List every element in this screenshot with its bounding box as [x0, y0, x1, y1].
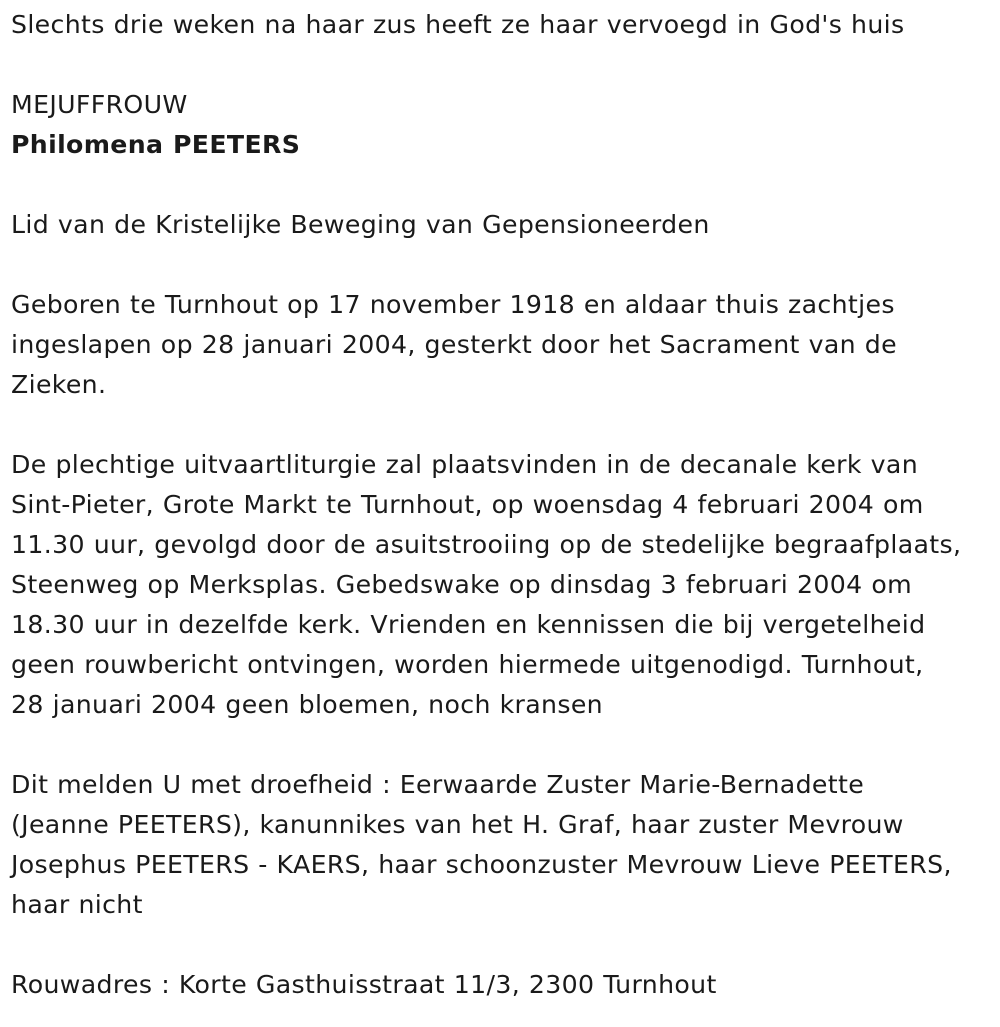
mourning-address: Rouwadres : Korte Gasthuisstraat 11/3, 2300 Turnhout	[11, 970, 717, 999]
paragraph-line: geen rouwbericht ontvingen, worden hiermede uitgenodigd. Turnhout,	[11, 650, 924, 679]
paragraph-line: Dit melden U met droefheid : Eerwaarde Zuster Marie-Bernadette	[11, 770, 865, 799]
paragraph-line: Josephus PEETERS - KAERS, haar schoonzuster Mevrouw Lieve PEETERS,	[11, 850, 952, 879]
obituary-document	[11, 5, 986, 1005]
spacer	[11, 165, 986, 205]
paragraph-line: 18.30 uur in dezelfde kerk. Vrienden en kennissen die bij vergetelheid	[11, 610, 926, 639]
paragraph-line: De plechtige uitvaartliturgie zal plaatsvinden in de decanale kerk van	[11, 450, 919, 479]
honorific-title: MEJUFFROUW	[11, 90, 188, 119]
funeral-paragraph	[11, 445, 986, 725]
spacer	[11, 245, 986, 285]
paragraph-line: (Jeanne PEETERS), kanunnikes van het H. Graf, haar zuster Mevrouw	[11, 810, 904, 839]
announcers-paragraph	[11, 765, 986, 925]
paragraph-line: Zieken.	[11, 370, 107, 399]
spacer	[11, 405, 986, 445]
paragraph-line: Geboren te Turnhout op 17 november 1918 en aldaar thuis zachtjes	[11, 290, 895, 319]
paragraph-line: haar nicht	[11, 890, 143, 919]
membership-line: Lid van de Kristelijke Beweging van Gepensioneerden	[11, 210, 710, 239]
deceased-name: Philomena PEETERS	[11, 130, 301, 159]
birth-death-paragraph	[11, 285, 986, 405]
paragraph-line: 28 januari 2004 geen bloemen, noch kransen	[11, 690, 603, 719]
header-line: Slechts drie weken na haar zus heeft ze haar vervoegd in God's huis	[11, 10, 905, 39]
paragraph-line: Steenweg op Merksplas. Gebedswake op dinsdag 3 februari 2004 om	[11, 570, 912, 599]
spacer	[11, 45, 986, 85]
spacer	[11, 925, 986, 965]
paragraph-line: Sint-Pieter, Grote Markt te Turnhout, op woensdag 4 februari 2004 om	[11, 490, 924, 519]
paragraph-line: ingeslapen op 28 januari 2004, gesterkt door het Sacrament van de	[11, 330, 897, 359]
spacer	[11, 725, 986, 765]
paragraph-line: 11.30 uur, gevolgd door de asuitstrooiing op de stedelijke begraafplaats,	[11, 530, 962, 559]
